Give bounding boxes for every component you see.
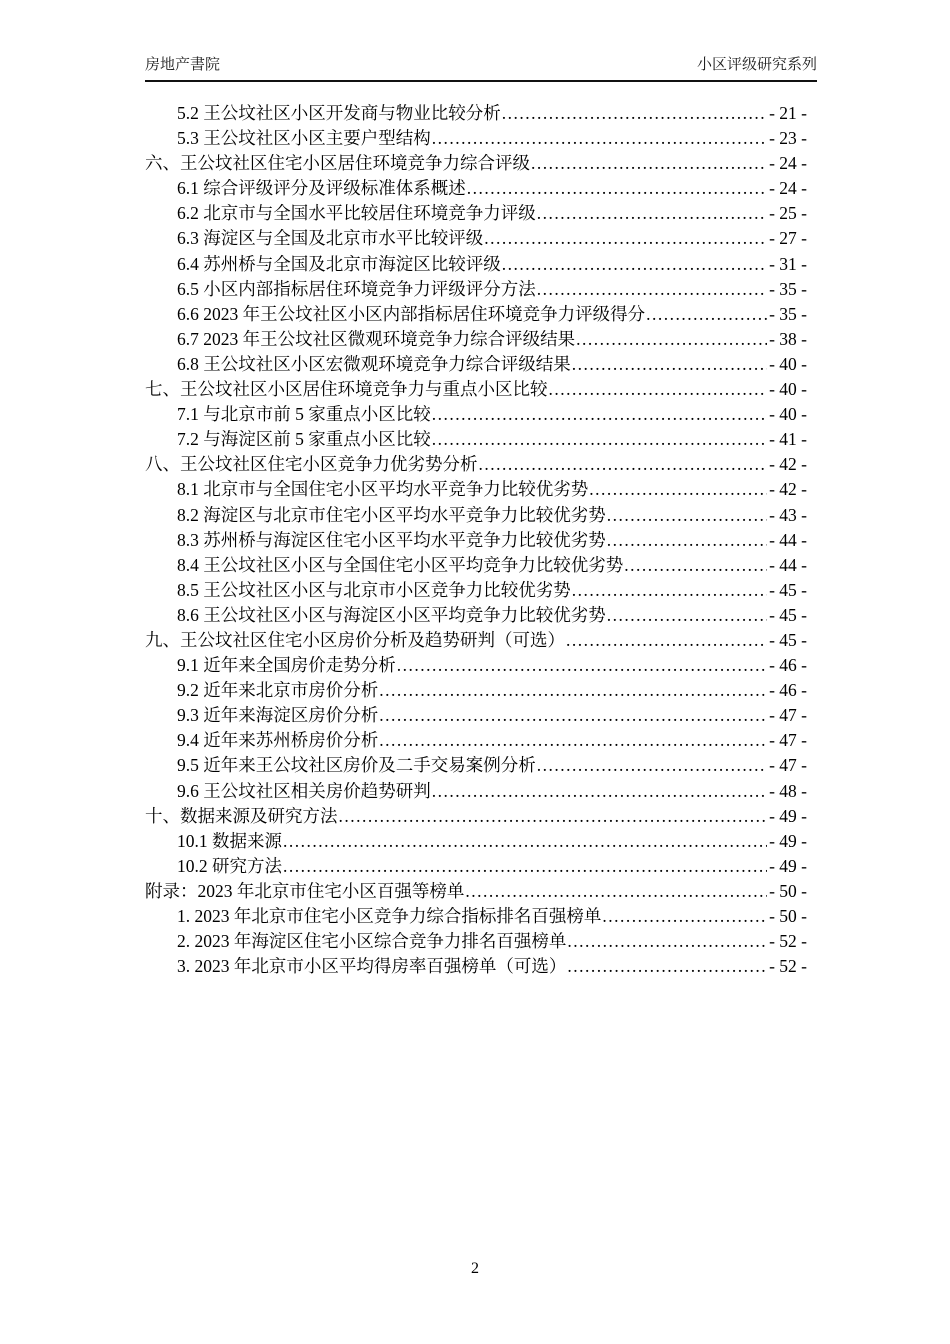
- toc-dot-leader: [576, 327, 767, 352]
- toc-entry-page: - 38 -: [769, 328, 807, 349]
- toc-entry[interactable]: [145, 728, 807, 753]
- toc-dot-leader: [432, 779, 767, 804]
- toc-dot-leader: [283, 829, 767, 854]
- toc-entry-page: - 45 -: [769, 629, 807, 650]
- toc-entry-label: 8.6 王公坟社区小区与海淀区小区平均竞争力比较优劣势: [177, 604, 606, 625]
- toc-entry-label: 十、数据来源及研究方法: [145, 805, 338, 826]
- toc-entry-label: 9.2 近年来北京市房价分析: [177, 680, 379, 701]
- toc-entry-page: - 41 -: [769, 429, 807, 450]
- toc-entry[interactable]: [145, 628, 807, 653]
- toc-entry[interactable]: [145, 452, 807, 477]
- toc-dot-leader: [465, 879, 767, 904]
- toc-entry[interactable]: [145, 352, 807, 377]
- toc-entry-page: - 43 -: [769, 504, 807, 525]
- toc-entry-label: 七、王公坟社区小区居住环境竞争力与重点小区比较: [145, 379, 548, 400]
- toc-entry-page: - 46 -: [769, 680, 807, 701]
- page-number: 2: [471, 1260, 479, 1277]
- toc-entry-label: 8.4 王公坟社区小区与全国住宅小区平均竞争力比较优劣势: [177, 554, 624, 575]
- toc-dot-leader: [379, 703, 767, 728]
- toc-dot-leader: [339, 804, 768, 829]
- toc-entry-page: - 42 -: [769, 479, 807, 500]
- toc-entry[interactable]: [145, 653, 807, 678]
- toc-entry-page: - 25 -: [769, 203, 807, 224]
- toc-dot-leader: [624, 553, 767, 578]
- toc-entry-page: - 49 -: [769, 855, 807, 876]
- toc-entry-label: 1. 2023 年北京市住宅小区竞争力综合指标排名百强榜单: [177, 906, 602, 926]
- toc-dot-leader: [589, 477, 767, 502]
- toc-dot-leader: [567, 929, 767, 954]
- toc-entry[interactable]: [145, 377, 807, 402]
- toc-entry[interactable]: [145, 226, 807, 251]
- toc-entry-label: 9.1 近年来全国房价走势分析: [177, 655, 396, 676]
- page-header: [145, 56, 817, 82]
- toc-dot-leader: [283, 854, 767, 879]
- toc-dot-leader: [432, 126, 767, 151]
- toc-entry[interactable]: [145, 603, 807, 628]
- toc-entry[interactable]: [145, 954, 807, 979]
- toc-entry-label: 6.8 王公坟社区小区宏微观环境竞争力综合评级结果: [177, 353, 571, 374]
- toc-entry-page: - 45 -: [769, 579, 807, 600]
- toc-entry-label: 9.4 近年来苏州桥房价分析: [177, 730, 379, 751]
- toc-entry-label: 附录：2023 年北京市住宅小区百强等榜单: [145, 880, 465, 901]
- toc-entry-label: 6.2 北京市与全国水平比较居住环境竞争力评级: [177, 203, 536, 224]
- toc-entry-label: 3. 2023 年北京市小区平均得房率百强榜单（可选）: [177, 956, 567, 977]
- toc-entry-label: 九、王公坟社区住宅小区房价分析及趋势研判（可选）: [145, 629, 565, 650]
- toc-entry[interactable]: [145, 402, 807, 427]
- toc-entry[interactable]: [145, 578, 807, 603]
- toc-dot-leader: [484, 226, 767, 251]
- toc-entry-page: - 44 -: [769, 529, 807, 550]
- toc-entry[interactable]: [145, 804, 807, 829]
- toc-dot-leader: [537, 201, 767, 226]
- toc-entry-page: - 50 -: [769, 880, 807, 901]
- toc-entry-label: 六、王公坟社区住宅小区居住环境竞争力综合评级: [145, 153, 530, 174]
- toc-dot-leader: [479, 452, 768, 477]
- toc-entry-label: 9.6 王公坟社区相关房价趋势研判: [177, 780, 431, 801]
- toc-entry-page: - 52 -: [769, 956, 807, 977]
- toc-dot-leader: [379, 678, 767, 703]
- toc-entry-label: 8.5 王公坟社区小区与北京市小区竞争力比较优劣势: [177, 579, 571, 600]
- toc-entry[interactable]: [145, 854, 807, 879]
- toc-entry-label: 8.1 北京市与全国住宅小区平均水平竞争力比较优劣势: [177, 479, 589, 500]
- toc-entry-page: - 48 -: [769, 780, 807, 801]
- toc-dot-leader: [607, 603, 767, 628]
- toc-dot-leader: [537, 277, 767, 302]
- toc-entry-label: 7.2 与海淀区前 5 家重点小区比较: [177, 429, 431, 450]
- toc-entry-page: - 47 -: [769, 705, 807, 726]
- toc-entry-page: - 27 -: [769, 228, 807, 249]
- toc-entry-label: 9.3 近年来海淀区房价分析: [177, 705, 379, 726]
- table-of-contents: [145, 101, 807, 979]
- toc-dot-leader: [549, 377, 768, 402]
- toc-entry[interactable]: [145, 302, 807, 327]
- toc-entry-page: - 46 -: [769, 655, 807, 676]
- toc-entry-page: - 23 -: [769, 128, 807, 149]
- toc-entry[interactable]: [145, 176, 807, 201]
- toc-entry-page: - 21 -: [769, 103, 807, 123]
- toc-entry-label: 6.1 综合评级评分及评级标准体系概述: [177, 178, 466, 199]
- toc-entry-label: 8.3 苏州桥与海淀区住宅小区平均水平竞争力比较优劣势: [177, 529, 606, 550]
- toc-dot-leader: [397, 653, 767, 678]
- toc-entry[interactable]: [145, 829, 807, 854]
- header-left-text: 房地产書院: [145, 56, 221, 73]
- toc-dot-leader: [572, 352, 767, 377]
- toc-entry[interactable]: [145, 126, 807, 151]
- toc-entry-page: - 24 -: [769, 178, 807, 199]
- toc-entry[interactable]: [145, 678, 807, 703]
- toc-dot-leader: [531, 151, 767, 176]
- toc-entry-label: 5.2 王公坟社区小区开发商与物业比较分析: [177, 103, 501, 123]
- toc-entry[interactable]: [145, 101, 807, 126]
- toc-dot-leader: [502, 101, 767, 126]
- toc-entry[interactable]: [145, 553, 807, 578]
- toc-entry[interactable]: [145, 779, 807, 804]
- toc-dot-leader: [432, 402, 767, 427]
- toc-entry-page: - 40 -: [769, 379, 807, 400]
- toc-entry-label: 2. 2023 年海淀区住宅小区综合竞争力排名百强榜单: [177, 931, 567, 952]
- toc-dot-leader: [432, 427, 767, 452]
- toc-entry-page: - 35 -: [769, 278, 807, 299]
- toc-entry-label: 7.1 与北京市前 5 家重点小区比较: [177, 404, 431, 425]
- toc-entry[interactable]: [145, 703, 807, 728]
- toc-entry-page: - 49 -: [769, 830, 807, 851]
- toc-entry-page: - 40 -: [769, 353, 807, 374]
- toc-entry-label: 5.3 王公坟社区小区主要户型结构: [177, 128, 431, 149]
- toc-dot-leader: [602, 904, 767, 929]
- toc-entry[interactable]: [145, 528, 807, 553]
- toc-entry-page: - 49 -: [769, 805, 807, 826]
- toc-entry-page: - 50 -: [769, 906, 807, 926]
- toc-entry-label: 9.5 近年来王公坟社区房价及二手交易案例分析: [177, 755, 536, 776]
- toc-entry[interactable]: [145, 503, 807, 528]
- toc-entry-label: 八、王公坟社区住宅小区竞争力优劣势分析: [145, 454, 478, 475]
- toc-entry[interactable]: [145, 277, 807, 302]
- toc-entry[interactable]: [145, 904, 807, 929]
- toc-dot-leader: [646, 302, 767, 327]
- toc-entry[interactable]: [145, 753, 807, 778]
- toc-dot-leader: [607, 503, 767, 528]
- toc-dot-leader: [379, 728, 767, 753]
- toc-dot-leader: [607, 528, 767, 553]
- toc-entry-label: 10.1 数据来源: [177, 830, 282, 851]
- toc-dot-leader: [572, 578, 767, 603]
- toc-entry-page: - 42 -: [769, 454, 807, 475]
- toc-entry-label: 6.7 2023 年王公坟社区微观环境竞争力综合评级结果: [177, 328, 576, 349]
- toc-dot-leader: [566, 628, 767, 653]
- toc-entry[interactable]: [145, 201, 807, 226]
- toc-entry-label: 6.5 小区内部指标居住环境竞争力评级评分方法: [177, 278, 536, 299]
- toc-entry[interactable]: [145, 327, 807, 352]
- toc-entry[interactable]: [145, 151, 807, 176]
- toc-entry[interactable]: [145, 427, 807, 452]
- toc-dot-leader: [537, 753, 767, 778]
- toc-entry-page: - 45 -: [769, 604, 807, 625]
- toc-entry-page: - 40 -: [769, 404, 807, 425]
- toc-dot-leader: [502, 252, 767, 277]
- toc-entry-label: 6.3 海淀区与全国及北京市水平比较评级: [177, 228, 484, 249]
- toc-entry-page: - 47 -: [769, 730, 807, 751]
- toc-entry[interactable]: [145, 929, 807, 954]
- toc-entry-page: - 47 -: [769, 755, 807, 776]
- toc-entry[interactable]: [145, 252, 807, 277]
- toc-dot-leader: [467, 176, 767, 201]
- toc-dot-leader: [567, 954, 767, 979]
- toc-entry[interactable]: [145, 879, 807, 904]
- header-right-text: 小区评级研究系列: [696, 56, 817, 73]
- toc-entry-label: 6.4 苏州桥与全国及北京市海淀区比较评级: [177, 253, 501, 274]
- toc-entry-label: 10.2 研究方法: [177, 855, 282, 876]
- toc-entry-page: - 44 -: [769, 554, 807, 575]
- toc-entry-page: - 52 -: [769, 931, 807, 952]
- toc-entry-label: 8.2 海淀区与北京市住宅小区平均水平竞争力比较优劣势: [177, 504, 606, 525]
- toc-entry[interactable]: [145, 477, 807, 502]
- toc-entry-page: - 35 -: [769, 303, 807, 324]
- toc-entry-page: - 24 -: [769, 153, 807, 174]
- toc-entry-label: 6.6 2023 年王公坟社区小区内部指标居住环境竞争力评级得分: [177, 303, 646, 324]
- toc-entry-page: - 31 -: [769, 253, 807, 274]
